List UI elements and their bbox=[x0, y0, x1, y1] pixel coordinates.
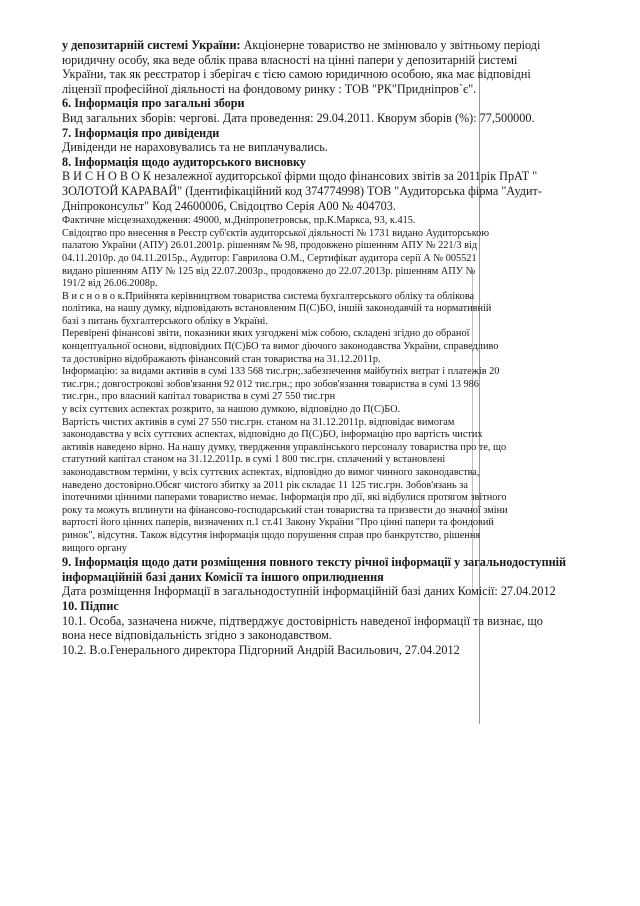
audit-line: 04.11.2010р. до 04.11.2015р., Аудитор: Гаврилова О.М., Сертифікат аудитора серії А № 005521 bbox=[62, 252, 477, 264]
section-9-heading: 9. Інформація щодо дати розміщення повного тексту річної інформації у загальнодоступній bbox=[62, 555, 567, 570]
audit-line: 191/2 від 26.06.2008р. bbox=[62, 278, 158, 290]
audit-line: Вартість чистих активів в сумі 27 550 тис.грн. станом на 31.12.2011р. відповідає вимогам bbox=[62, 416, 455, 428]
audit-line: іпотечними цінними паперами товариство немає. Інформація про дії, які відбулися протягом звітного bbox=[62, 492, 507, 504]
audit-line: активів наведено вірно. На нашу думку, твердження управлінського персоналу товариства про те, що bbox=[62, 441, 507, 453]
audit-line: В и с н о в о к.Прийнята керівництвом товариства система бухгалтерського обліку та облікова bbox=[62, 290, 475, 302]
audit-title-line: В И С Н О В О К незалежної аудиторської фірми щодо фінансових звітів за 2011рік ПрАТ " bbox=[62, 169, 538, 184]
audit-line: законодавством терміни, у всіх суттєвих аспектах, відповідно до вимог чинного законодавства, bbox=[62, 467, 480, 478]
audit-line: Свідоцтво про внесення в Реєстр суб'єктів аудиторської діяльності № 1731 видано Аудиторською bbox=[62, 227, 490, 239]
intro-line-2: юридичну особу, яка веде облік права власності на цінні папери у депозитарній системі bbox=[62, 52, 518, 67]
section-10-1-line: вона несе відповідальність згідно з законодавством. bbox=[62, 628, 332, 643]
audit-line: статутний капітал станом на 31.12.2011р. в сумі 1 800 тис.грн. сплачений у встановлені bbox=[62, 454, 446, 466]
audit-line: та достовірно відображають фінансовий стан товариства на 31.12.2011р. bbox=[62, 353, 381, 365]
intro-line-1 bbox=[62, 38, 582, 53]
audit-line: року та можуть вплинути на фінансово-господарський стан товариства та призвести до значної зміни bbox=[62, 504, 508, 516]
section-10-2-line: 10.2. В.о.Генерального директора Підгорний Андрій Васильович, 27.04.2012 bbox=[62, 642, 460, 657]
audit-line: видано рішенням АПУ № 125 від 22.07.2003р., продовжено до 22.07.2013р. рішенням АПУ № bbox=[62, 265, 476, 277]
audit-line: тис.грн., про власний капітал товариства в сумі 27 550 тис.грн bbox=[62, 391, 336, 403]
audit-title-line: Дніпроконсульт" Код 24600006, Свідоцтво Серія А00 № 404703. bbox=[62, 198, 396, 213]
intro-line-3: України, так як реєстратор і зберігач є тією самою юридичною особою, яка має відповідні bbox=[62, 67, 531, 82]
audit-line: тис.грн.; довгострокові зобов'язання 92 012 тис.грн.; про зобов'язання товариства в сумі 13 986 bbox=[62, 378, 479, 390]
audit-line: у всіх суттєвих аспектах розкрито, за нашою думкою, відповідно до П(С)БО. bbox=[62, 404, 401, 416]
section-6-heading: 6. Інформація про загальні збори bbox=[62, 96, 245, 111]
audit-line: базі з питань бухгалтерського обліку в Україні. bbox=[62, 315, 268, 327]
intro-line-1-text: Акціонерне товариство не змінювало у звітньому періоді bbox=[240, 38, 541, 52]
intro-bold-lead: у депозитарній системі України: bbox=[62, 38, 241, 52]
audit-line: ринок", відсутня. Також відсутня інформація щодо порушення справ про банкрутство, рішення bbox=[62, 529, 481, 541]
audit-line: політика, на нашу думку, відповідають встановленим П(С)БО, іншій законодавчій та нормативній bbox=[62, 303, 492, 315]
audit-line: Перевірені фінансові звіти, показники яких узгоджені між собою, складені згідно до обраної bbox=[62, 328, 470, 340]
audit-line: Інформацію: за видами активів в сумі 133 568 тис.грн;.забезпечення майбутніх витрат і платежів 20 bbox=[62, 366, 500, 378]
section-9-line: Дата розміщення Інформації в загальнодоступній інформаційній базі даних Комісії: 27.04.2012 bbox=[62, 584, 556, 599]
audit-line: концептуальної основи, відповідних П(С)БО та вимог діючого законодавства України, справедливо bbox=[62, 341, 499, 353]
audit-line: вищого органу bbox=[62, 542, 127, 554]
intro-line-4: ліцензії професійної діяльності на фондовому ринку : ТОВ "РК"Придніпров`є". bbox=[62, 81, 477, 96]
audit-line: Фактичне місцезнаходження: 49000, м.Дніпропетровськ, пр.К.Маркса, 93, к.415. bbox=[62, 215, 416, 227]
document-content bbox=[62, 38, 582, 657]
section-8-heading: 8. Інформація щодо аудиторського висновку bbox=[62, 154, 306, 169]
audit-line: наведено достовірно.Обсяг чистого збитку за 2011 рік складає 11 125 тис.грн. Зобов'язань за bbox=[62, 479, 468, 491]
section-6-line: Вид загальних зборів: чергові. Дата проведення: 29.04.2011. Кворум зборів (%): 77,500000. bbox=[62, 110, 535, 125]
audit-line: палатою України (АПУ) 26.01.2001р. рішенням № 98, продовжено рішенням АПУ № 221/3 від bbox=[62, 240, 478, 252]
section-10-1-line: 10.1. Особа, зазначена нижче, підтверджує достовірність наведеної інформації та визнає, що bbox=[62, 613, 543, 628]
audit-line: вартості його цінних паперів, визначених п.1 ст.41 Закону України "Про цінні папери та фондовий bbox=[62, 517, 494, 529]
section-10-heading: 10. Підпис bbox=[62, 598, 119, 613]
section-9-heading-cont: інформаційній базі даних Комісії та іншого оприлюднення bbox=[62, 569, 384, 584]
section-7-heading: 7. Інформація про дивіденди bbox=[62, 125, 220, 140]
section-7-line: Дивіденди не нараховувались та не виплачувались. bbox=[62, 140, 328, 155]
audit-line: законодавства у всіх суттєвих аспектах, відповідно до П(С)БО, інформацію про вартість чистих bbox=[62, 429, 483, 441]
audit-title-line: ЗОЛОТОЙ КАРАВАЙ" (Ідентифікаційний код 374774998) ТОВ "Аудиторська фірма "Аудит- bbox=[62, 183, 542, 198]
